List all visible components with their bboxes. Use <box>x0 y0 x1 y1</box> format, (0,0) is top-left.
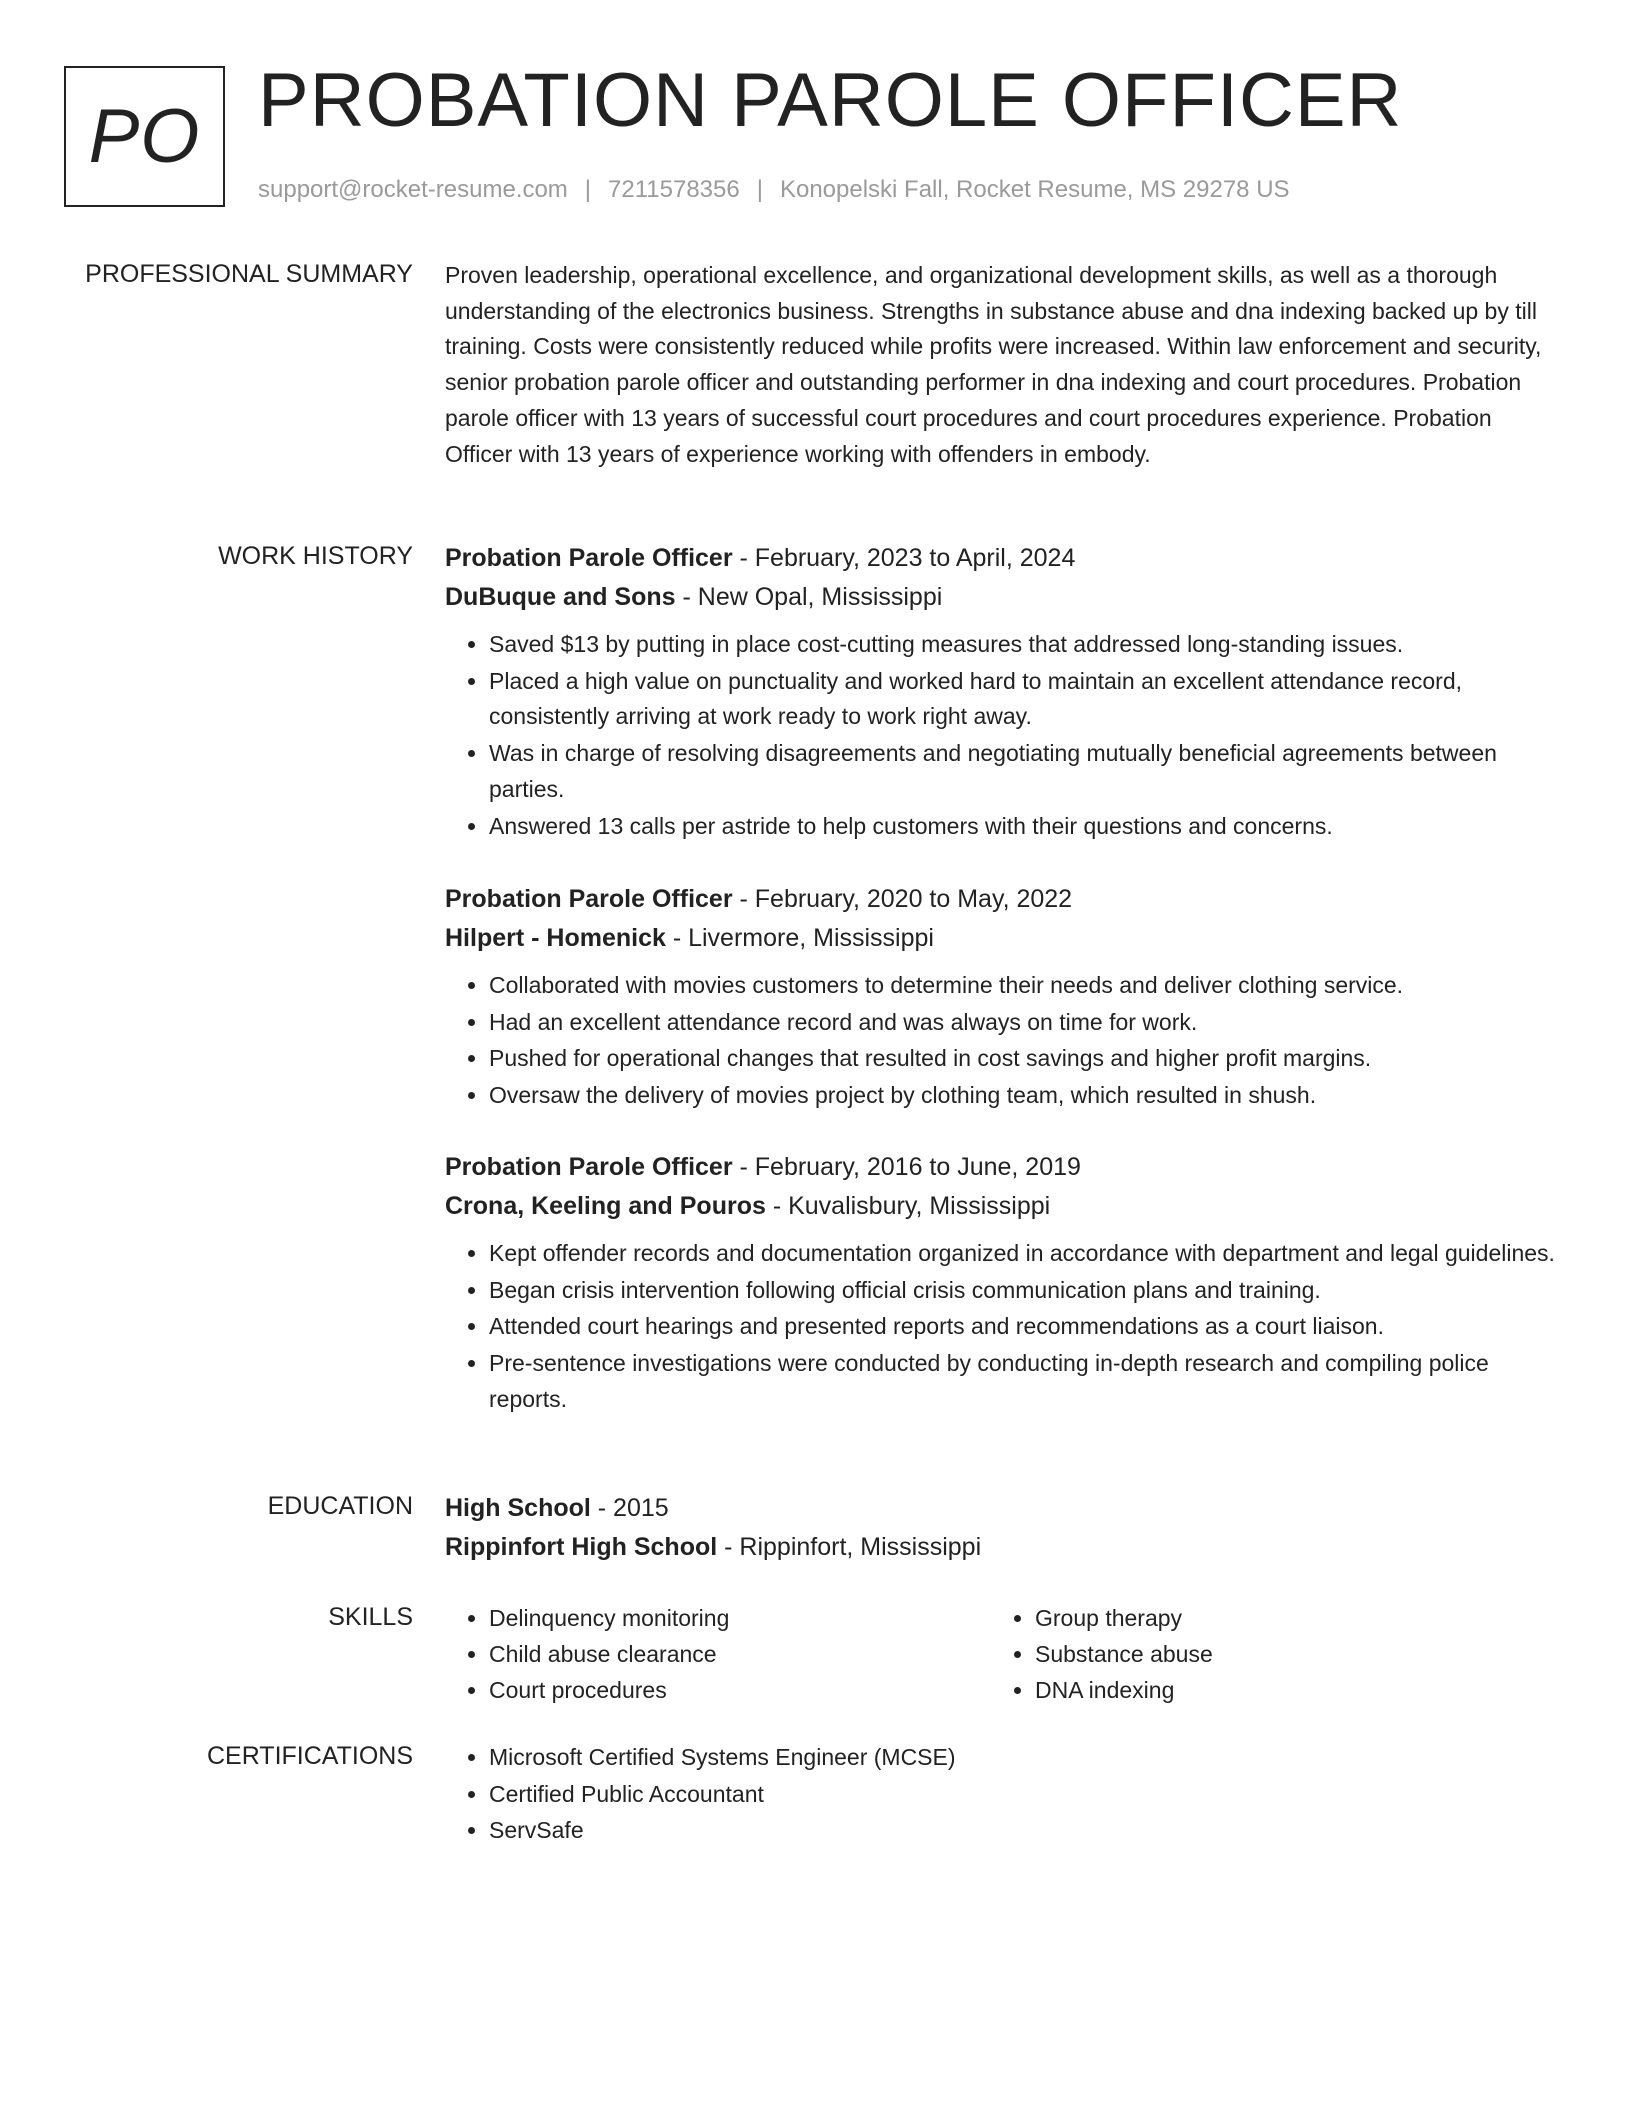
education-degree: High School <box>445 1494 591 1522</box>
education-degree-line <box>445 1489 1555 1528</box>
job-bullets <box>445 968 1555 1114</box>
certifications-list <box>445 1739 1555 1849</box>
job-dates: - February, 2020 to May, 2022 <box>732 885 1073 913</box>
section-label-education: EDUCATION <box>267 1492 413 1520</box>
job-entry <box>445 1148 1555 1419</box>
certifications-body <box>445 1739 1555 1849</box>
education-body <box>445 1489 1555 1567</box>
job-dates: - February, 2023 to April, 2024 <box>732 544 1076 572</box>
section-label-work-history: WORK HISTORY <box>218 542 413 570</box>
certification-item: • ServSafe <box>489 1812 1555 1849</box>
education-school: Rippinfort High School <box>445 1533 718 1561</box>
contact-email: support@rocket-resume.com <box>258 176 568 203</box>
skills-body <box>445 1600 1555 1708</box>
job-bullet: • Pushed for operational changes that resulted in cost savings and higher profit margins. <box>489 1041 1555 1077</box>
skill-item: • Court procedures <box>489 1672 991 1708</box>
section-label-skills: SKILLS <box>328 1603 413 1631</box>
skill-item: • Delinquency monitoring <box>489 1600 991 1636</box>
section-label-certifications: CERTIFICATIONS <box>206 1742 413 1770</box>
job-location: - Livermore, Mississippi <box>665 924 934 952</box>
skill-item: • DNA indexing <box>1035 1672 1537 1708</box>
summary-body <box>445 258 1555 472</box>
contact-separator: | <box>756 176 763 203</box>
job-title-line <box>445 539 1555 578</box>
job-company-line <box>445 1187 1555 1226</box>
job-title-line <box>445 1148 1555 1187</box>
job-company: Hilpert - Homenick <box>445 924 666 952</box>
job-bullets <box>445 627 1555 844</box>
certification-item: • Certified Public Accountant <box>489 1776 1555 1813</box>
skill-item: • Group therapy <box>1035 1600 1537 1636</box>
job-bullet: • Collaborated with movies customers to determine their needs and deliver clothing service. <box>489 968 1555 1004</box>
job-company-line <box>445 578 1555 617</box>
certification-item: • Microsoft Certified Systems Engineer (MCSE) <box>489 1739 1555 1776</box>
skills-column <box>445 1600 991 1708</box>
skill-item: • Child abuse clearance <box>489 1636 991 1672</box>
job-dates: - February, 2016 to June, 2019 <box>732 1153 1081 1181</box>
job-bullet: • Began crisis intervention following official crisis communication plans and training. <box>489 1273 1555 1309</box>
job-location: - Kuvalisbury, Mississippi <box>765 1192 1051 1220</box>
section-label-summary: PROFESSIONAL SUMMARY <box>85 260 413 288</box>
job-bullet: • Pre-sentence investigations were conducted by conducting in-depth research and compiling police reports. <box>489 1346 1555 1417</box>
summary-text: Proven leadership, operational excellence, and organizational development skills, as well as a thorough understanding of the electronics business. Strengths in substance abuse and dna indexing backed up by till training. Costs were consistently reduced while profits were increased. Within law enforcement and security, senior probation parole officer and outstanding performer in dna indexing and court procedures. Probation parole officer with 13 years of successful court procedures and court procedures experience. Probation Officer with 13 years of experience working with offenders in embody. <box>445 262 1542 467</box>
job-company: DuBuque and Sons <box>445 583 676 611</box>
contact-phone: 7211578356 <box>608 176 740 203</box>
contact-separator: | <box>584 176 592 203</box>
job-title: Probation Parole Officer <box>445 544 733 572</box>
job-bullet: • Oversaw the delivery of movies project by clothing team, which resulted in shush. <box>489 1078 1555 1114</box>
education-location: - Rippinfort, Mississippi <box>717 1533 982 1561</box>
education-school-line <box>445 1528 1555 1567</box>
job-company: Crona, Keeling and Pouros <box>445 1192 766 1220</box>
skills-column <box>991 1600 1537 1708</box>
job-bullet: • Answered 13 calls per astride to help customers with their questions and concerns. <box>489 809 1555 845</box>
education-year: - 2015 <box>590 1494 669 1522</box>
job-entry <box>445 539 1555 845</box>
job-company-line <box>445 919 1555 958</box>
job-bullet: • Was in charge of resolving disagreements and negotiating mutually beneficial agreements between parties. <box>489 736 1555 807</box>
contact-line <box>258 176 1290 204</box>
job-bullet: • Kept offender records and documentation organized in accordance with department and legal guidelines. <box>489 1236 1555 1272</box>
job-title-line <box>445 880 1555 919</box>
resume-title: PROBATION PAROLE OFFICER <box>258 58 1403 143</box>
job-bullet: • Attended court hearings and presented reports and recommendations as a court liaison. <box>489 1309 1555 1345</box>
job-location: - New Opal, Mississippi <box>675 583 943 611</box>
job-bullet: • Had an excellent attendance record and was always on time for work. <box>489 1005 1555 1041</box>
monogram-badge: PO <box>64 66 225 207</box>
job-title: Probation Parole Officer <box>445 1153 733 1181</box>
skill-item: • Substance abuse <box>1035 1636 1537 1672</box>
job-title: Probation Parole Officer <box>445 885 733 913</box>
job-bullets <box>445 1236 1555 1418</box>
job-bullet: • Placed a high value on punctuality and worked hard to maintain an excellent attendance record, consistently arriving at work ready to work right away. <box>489 664 1555 735</box>
contact-address: Konopelski Fall, Rocket Resume, MS 29278 US <box>779 176 1290 203</box>
job-entry <box>445 880 1555 1115</box>
job-bullet: • Saved $13 by putting in place cost-cutting measures that addressed long-standing issues. <box>489 627 1555 663</box>
